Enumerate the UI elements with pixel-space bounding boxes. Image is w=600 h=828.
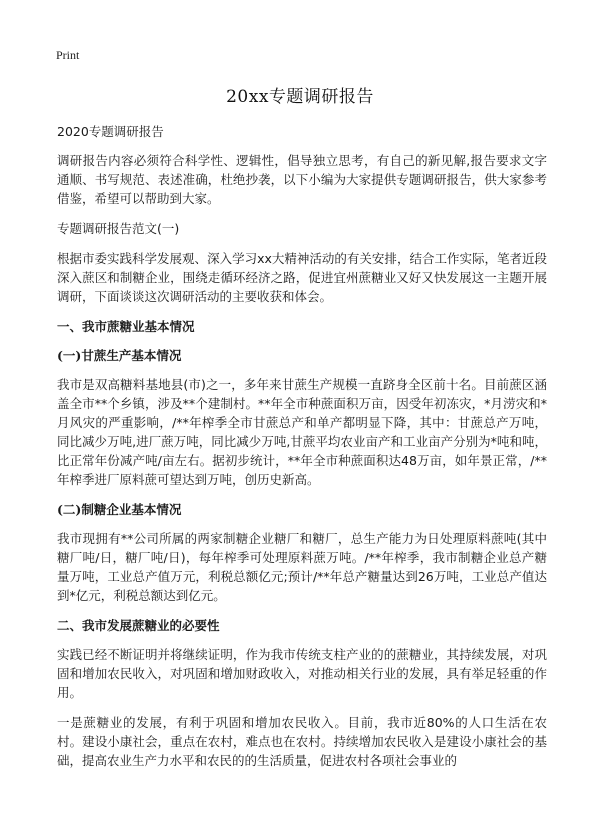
heading-basic-situation: 一、我市蔗糖业基本情况: [57, 319, 195, 334]
document-title: 20xx专题调研报告: [226, 87, 374, 107]
heading-sugarcane-production: (一)甘蔗生产基本情况: [57, 348, 182, 363]
paragraph-2: 我市是双高糖料基地县(市)之一，多年来甘蔗生产规模一直跻身全区前十名。目前蔗区涵盖全市**个乡镇，涉及**个建制村。**年全市种蔗面积万亩，因受年初冻灾，*月涝灾和*月风灾的严重影响，/**年榨季全市甘蔗总产和单产都明显下降，其中：甘蔗总产万吨，同比减少万吨,进厂蔗万吨，同比减少万吨,甘蔗平均农业亩产和工业亩产分别为*吨和吨，比正常年份减产吨/亩左右。据初步统计，**年全市种蔗面积达48万亩，如年景正常，/**年榨季进厂原料蔗可望达到万吨，创历史新高。: [57, 377, 547, 487]
paragraph-5: 一是蔗糖业的发展，有利于巩固和增加农民收入。目前，我市近80%的人口生活在农村。建设小康社会，重点在农村，难点也在农村。持续增加农民收入是建设小康社会的基础，提高农业生产力水平和农民的的生活质量，促进农村各项社会事业的: [57, 715, 547, 768]
document-subtitle: 2020专题调研报告: [57, 124, 164, 139]
document-body: [57, 122, 547, 781]
section-label: 专题调研报告范文(一): [57, 221, 180, 236]
heading-sugar-enterprises: (二)制糖企业基本情况: [57, 502, 182, 517]
heading-necessity: 二、我市发展蔗糖业的必要性: [57, 618, 220, 633]
paragraph-1: 根据市委实践科学发展观、深入学习xx大精神活动的有关安排，结合工作实际，笔者近段深入蔗区和制糖企业，围绕走循环经济之路，促进宜州蔗糖业又好又快发展这一主题开展调研，下面谈谈这次调研活动的主要收获和体会。: [57, 251, 547, 304]
paragraph-4: 实践已经不断证明并将继续证明，作为我市传统支柱产业的的蔗糖业，其持续发展，对巩固和增加农民收入，对巩固和增加财政收入，对推动相关行业的发展，具有举足轻重的作用。: [57, 647, 547, 700]
print-link[interactable]: Print: [56, 48, 80, 62]
intro-paragraph: 调研报告内容必须符合科学性、逻辑性，倡导独立思考，有自己的新见解,报告要求文字通顺、书写规范、表述准确，杜绝抄袭，以下小编为大家提供专题调研报告，供大家参考借鉴，希望可以帮助到大家。: [57, 153, 547, 206]
paragraph-3: 我市现拥有**公司所属的两家制糖企业糖厂和糖厂，总生产能力为日处理原料蔗吨(其中糖厂吨/日，糖厂吨/日)，每年榨季可处理原料蔗万吨。/**年榨季，我市制糖企业总产糖量万吨，工业总产值万元，利税总额亿元;预计/**年总产糖量达到26万吨，工业总产值达到*亿元，利税总额达到亿元。: [57, 531, 547, 603]
